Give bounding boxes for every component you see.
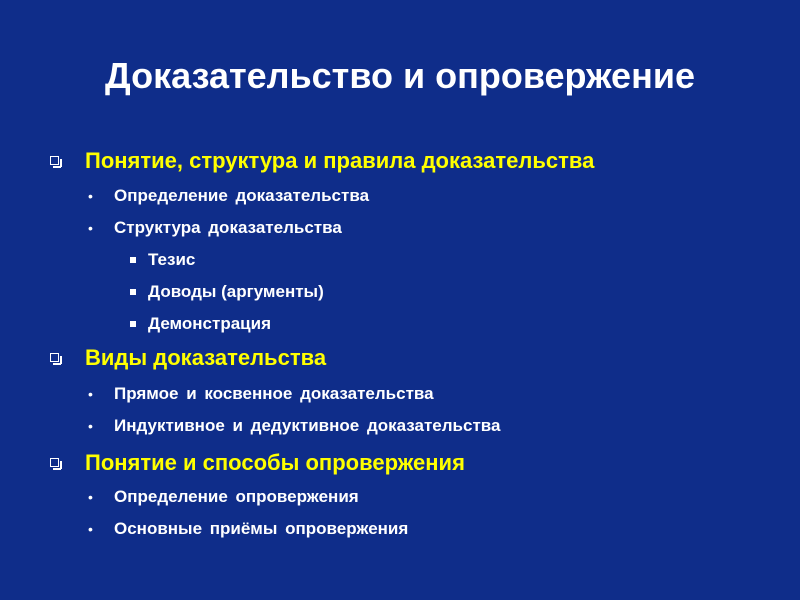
section-heading-text: Виды доказательства — [85, 345, 327, 370]
square-bullet-icon — [130, 257, 136, 263]
list-item-text: Индуктивное и дедуктивное доказательства — [114, 416, 501, 435]
section-heading-text: Понятие и способы опровержения — [85, 450, 465, 475]
square-bullet-icon — [130, 321, 136, 327]
bullet-dot-icon: • — [88, 489, 93, 505]
list-item-text: Основные приёмы опровержения — [114, 519, 409, 538]
bullet-dot-icon: • — [88, 188, 93, 204]
square-bullet-icon — [130, 289, 136, 295]
checkbox-bullet-icon — [50, 353, 59, 362]
section-heading-text: Понятие, структура и правила доказательства — [85, 148, 595, 173]
bullet-dot-icon: • — [88, 521, 93, 537]
sub-list-item-text: Доводы (аргументы) — [148, 282, 324, 301]
bullet-dot-icon: • — [88, 418, 93, 434]
list-item-text: Определение доказательства — [114, 186, 370, 205]
checkbox-bullet-icon — [50, 458, 59, 467]
slide-title: Доказательство и опровержение — [105, 55, 695, 96]
checkbox-bullet-icon — [50, 156, 59, 165]
bullet-dot-icon: • — [88, 386, 93, 402]
list-item-text: Прямое и косвенное доказательства — [114, 384, 434, 403]
list-item-text: Структура доказательства — [114, 218, 342, 237]
bullet-dot-icon: • — [88, 220, 93, 236]
sub-list-item-text: Демонстрация — [148, 314, 271, 333]
list-item-text: Определение опровержения — [114, 487, 359, 506]
sub-list-item-text: Тезис — [148, 250, 196, 269]
